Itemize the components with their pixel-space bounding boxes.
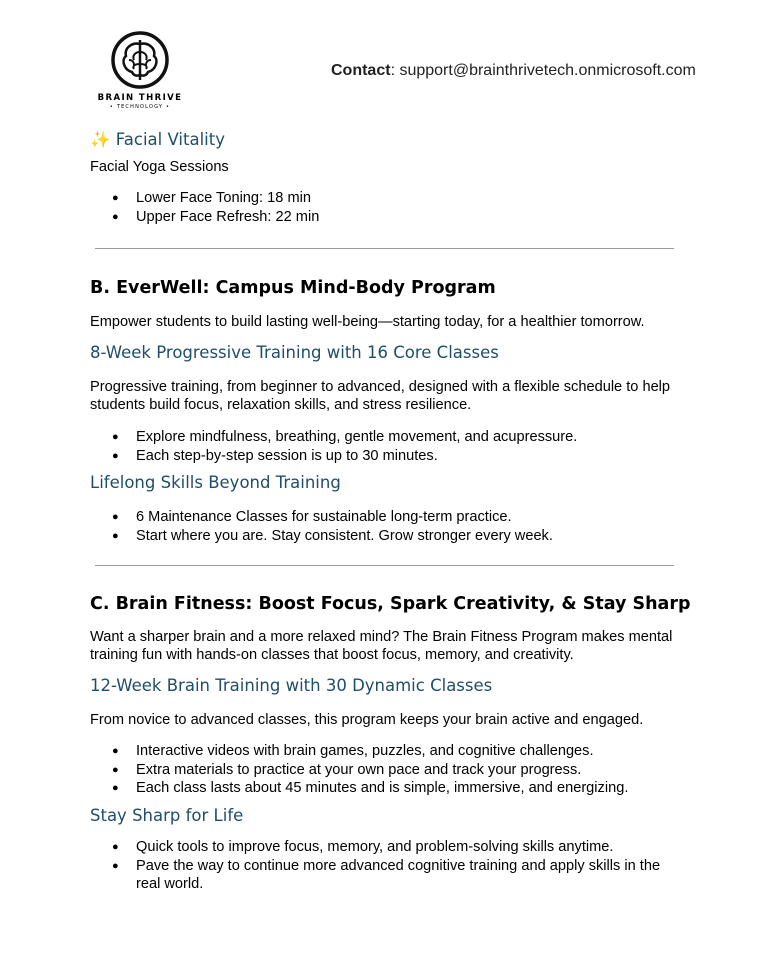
everwell-subheading-lifelong: Lifelong Skills Beyond Training — [90, 473, 341, 492]
logo-subtitle: • TECHNOLOGY • — [109, 104, 171, 110]
list-item: ● 6 Maintenance Classes for sustainable long-term practice. — [112, 508, 682, 527]
list-item: ● Lower Face Toning: 18 min — [112, 189, 682, 208]
logo-name: BRAIN THRIVE — [97, 93, 183, 103]
brain-fitness-training-list — [112, 742, 682, 798]
everwell-intro: Empower students to build lasting well-being—starting today, for a healthier tomorrow. — [90, 314, 645, 330]
brain-thrive-logo — [94, 30, 186, 110]
list-item: ● Start where you are. Stay consistent. Grow stronger every week. — [112, 527, 682, 546]
list-item: ● Each class lasts about 45 minutes and is simple, immersive, and energizing. — [112, 779, 682, 798]
facial-vitality-heading — [90, 130, 225, 150]
facial-vitality-title: Facial Vitality — [115, 130, 225, 149]
everwell-training-paragraph: Progressive training, from beginner to advanced, designed with a flexible schedule to help students build focus, relaxation skills, and stress resilience. — [90, 379, 671, 413]
everwell-training-list — [112, 428, 682, 465]
everwell-lifelong-list — [112, 508, 682, 545]
contact-email[interactable]: : support@brainthrivetech.onmicrosoft.com — [390, 62, 696, 79]
list-item: ● Interactive videos with brain games, puzzles, and cognitive challenges. — [112, 742, 682, 761]
brain-fitness-subheading-training: 12-Week Brain Training with 30 Dynamic Classes — [90, 676, 493, 695]
list-item: ● Extra materials to practice at your own pace and track your progress. — [112, 761, 682, 780]
contact-line — [331, 62, 696, 80]
brain-fitness-training-paragraph: From novice to advanced classes, this program keeps your brain active and engaged. — [90, 712, 644, 728]
brain-fitness-subheading-sharp: Stay Sharp for Life — [90, 806, 244, 825]
everwell-heading: B. EverWell: Campus Mind-Body Program — [90, 278, 496, 298]
facial-yoga-subtitle: Facial Yoga Sessions — [90, 159, 229, 175]
divider — [95, 248, 674, 249]
list-item: ● Upper Face Refresh: 22 min — [112, 208, 682, 227]
sparkles-icon: ✨ — [90, 130, 111, 149]
facial-session-list — [112, 189, 682, 226]
list-item: ● Explore mindfulness, breathing, gentle movement, and acupressure. — [112, 428, 682, 447]
list-item: ● Quick tools to improve focus, memory, and problem-solving skills anytime. — [112, 838, 682, 857]
brain-fitness-sharp-list — [112, 838, 682, 894]
brain-logo-icon — [110, 30, 170, 90]
list-item: ● Each step-by-step session is up to 30 minutes. — [112, 447, 682, 466]
everwell-subheading-training: 8-Week Progressive Training with 16 Core Classes — [90, 343, 499, 362]
divider — [95, 565, 674, 566]
brain-fitness-intro: Want a sharper brain and a more relaxed mind? The Brain Fitness Program makes mental training fun with hands-on classes that boost focus, memory, and creativity. — [90, 629, 673, 663]
list-item: ● Pave the way to continue more advanced cognitive training and apply skills in the real world. — [112, 857, 682, 894]
brain-fitness-heading: C. Brain Fitness: Boost Focus, Spark Creativity, & Stay Sharp — [90, 594, 691, 614]
contact-label: Contact — [331, 62, 391, 79]
